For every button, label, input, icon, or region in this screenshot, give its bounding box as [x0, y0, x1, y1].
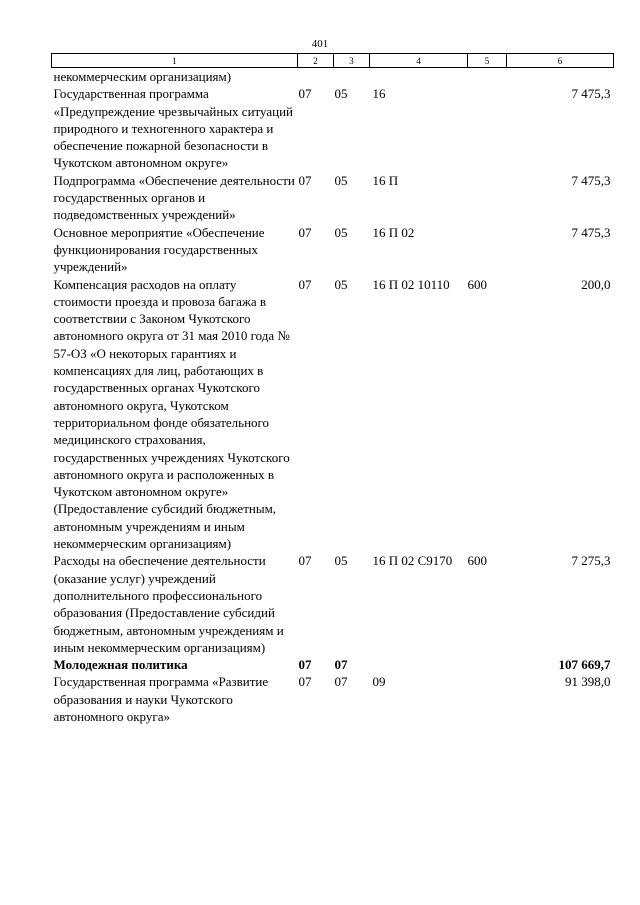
amount: 107 669,7: [558, 657, 611, 673]
section-code: 07: [298, 172, 312, 188]
amount: 7 475,3: [571, 224, 611, 240]
subsection-code: 07: [334, 674, 348, 690]
row-name: Подпрограмма «Обеспечение деятельности государственных органов и подведомственных учреждений»: [53, 172, 295, 223]
row-name: Молодежная политика: [53, 657, 188, 673]
table-row: [52, 552, 614, 656]
column-header-2: 2: [298, 54, 334, 68]
target-article-code: 16 П 02 10110: [372, 276, 450, 292]
column-header-4: 4: [370, 54, 468, 68]
table-row: [52, 276, 614, 553]
amount: 7 275,3: [571, 553, 611, 569]
subsection-code: 05: [334, 172, 348, 188]
expense-type-code: 600: [467, 553, 487, 569]
section-code: 07: [298, 276, 312, 292]
table-body: [52, 68, 614, 726]
row-name: некоммерческим организациям): [53, 69, 232, 84]
row-name: Государственная программа «Развитие образования и науки Чукотского автономного округа»: [53, 674, 269, 724]
expense-type-code: 600: [467, 276, 487, 292]
row-name: Расходы на обеспечение деятельности (оказание услуг) учреждений дополнительного профессионального образования (Предоставление субсидий бюджетным, автономным учреждениям и иным некоммерческим организациям): [53, 553, 284, 655]
expense-type-code: [468, 224, 507, 276]
amount: 200,0: [581, 276, 611, 292]
section-code: 07: [298, 86, 312, 102]
subsection-code: 05: [334, 86, 348, 102]
table-row: [52, 68, 614, 86]
target-article-code: 09: [372, 674, 386, 690]
expense-type-code: [468, 68, 507, 86]
table-row: [52, 85, 614, 171]
section-code: 07: [298, 553, 312, 569]
section-code: 07: [298, 674, 312, 690]
expense-type-code: [468, 85, 507, 171]
column-header-1: 1: [52, 54, 298, 68]
row-name: Основное мероприятие «Обеспечение функционирования государственных учреждений»: [53, 224, 265, 275]
section-code: 07: [298, 224, 312, 240]
table-row: [52, 172, 614, 224]
amount: [507, 68, 614, 86]
column-header-6: 6: [507, 54, 614, 68]
target-article-code: 16: [372, 86, 386, 102]
page-number: 401: [311, 38, 329, 50]
target-article-code: [370, 68, 468, 86]
target-article-code: 16 П: [372, 172, 399, 188]
target-article-code: [370, 656, 468, 673]
subsection-code: 07: [334, 657, 348, 673]
amount: 7 475,3: [571, 172, 611, 188]
table-row: [52, 673, 614, 725]
subsection-code: 05: [334, 553, 348, 569]
table-row: [52, 224, 614, 276]
budget-table: [51, 53, 614, 725]
subsection-code: [334, 68, 370, 86]
table-header-row: [52, 54, 614, 68]
subsection-code: 05: [334, 276, 348, 292]
table-row: [52, 656, 614, 673]
amount: 91 398,0: [565, 674, 611, 690]
target-article-code: 16 П 02 С9170: [372, 553, 453, 569]
row-name: Компенсация расходов на оплату стоимости проезда и провоза багажа в соответствии с Законом Чукотского автономного округа от 31 мая 2010 года № 57-ОЗ «О некоторых гарантиях и компенсациях для лиц, работающих в государственных органах Чукотского автономного округа, Чукотском территориальном фонде обязательного медицинского страхования, государственных учреждениях Чукотского автономного округа и расположенных в Чукотском автономном округе» (Предоставление субсидий бюджетным, автономным учреждениям и иным некоммерческим организациям): [53, 276, 290, 552]
amount: 7 475,3: [571, 86, 611, 102]
expense-type-code: [468, 656, 507, 673]
column-header-5: 5: [468, 54, 507, 68]
target-article-code: 16 П 02: [372, 224, 415, 240]
expense-type-code: [468, 172, 507, 224]
subsection-code: 05: [334, 224, 348, 240]
section-code: [298, 68, 334, 86]
row-name: Государственная программа «Предупреждение чрезвычайных ситуаций природного и техногенного характера и обеспечение пожарной безопасности в Чукотском автономном округе»: [53, 86, 294, 171]
expense-type-code: [468, 673, 507, 725]
section-code: 07: [298, 657, 312, 673]
column-header-3: 3: [334, 54, 370, 68]
